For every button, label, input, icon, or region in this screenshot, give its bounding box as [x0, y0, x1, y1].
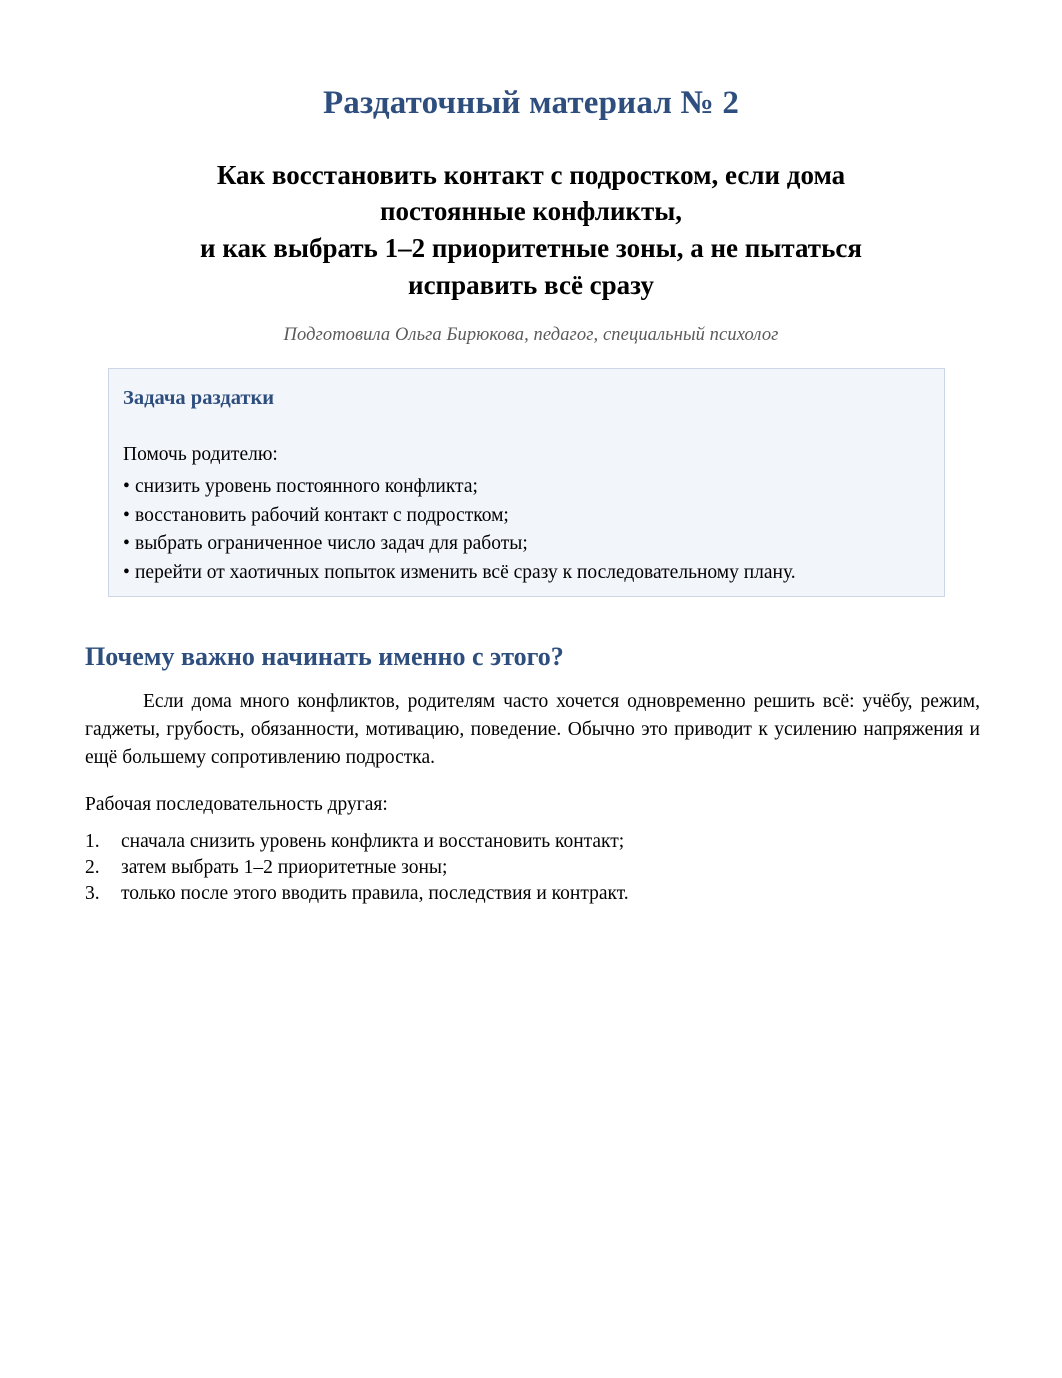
step-number: 2.: [85, 857, 100, 879]
list-item-text: снизить уровень постоянного конфликта;: [135, 476, 478, 498]
subtitle-line-1: Как восстановить контакт с подростком, если дома: [216, 159, 846, 190]
list-item: [121, 525, 930, 554]
subtitle-line-4: исправить всё сразу: [408, 269, 654, 300]
section-paragraph: Если дома много конфликтов, родителям часто хочется одновременно решить всё: учёбу, режим, гаджеты, грубость, обязанности, мотивацию, поведение. Обычно это приводит к усилению напряжения и ещё большему сопротивлению подростка.: [85, 690, 980, 769]
list-item-text: перейти от хаотичных попыток изменить всё сразу к последовательному плану.: [135, 561, 796, 583]
document-title: Раздаточный материал № 2: [322, 85, 740, 121]
step-text: только после этого вводить правила, последствия и контракт.: [121, 882, 629, 904]
list-item: [85, 829, 1062, 855]
bullet-marker: •: [123, 504, 130, 526]
list-item: [121, 554, 930, 583]
step-text: сначала снизить уровень конфликта и восстановить контакт;: [121, 831, 625, 853]
document-subtitle: [0, 124, 1062, 304]
callout-heading: Задача раздатки: [123, 387, 275, 410]
list-item: [121, 497, 930, 526]
bullet-marker: •: [123, 561, 130, 583]
author-byline: Подготовила Ольга Бирюкова, педагог, специальный психолог: [283, 325, 779, 346]
subtitle-line-3: и как выбрать 1–2 приоритетные зоны, а не пытаться: [200, 233, 862, 264]
section-lead-text: Рабочая последовательность другая:: [85, 794, 388, 816]
step-number: 1.: [85, 831, 100, 853]
section-heading: Почему важно начинать именно с этого?: [85, 642, 564, 672]
step-number: 3.: [85, 882, 100, 904]
step-text: затем выбрать 1–2 приоритетные зоны;: [121, 857, 448, 879]
list-item: [121, 468, 930, 497]
callout-lead-text: Помочь родителю:: [123, 444, 278, 466]
bullet-marker: •: [123, 476, 130, 498]
callout-bullet-list: [121, 468, 930, 582]
list-item: [85, 855, 1062, 881]
numbered-step-list: [0, 818, 1062, 906]
list-item-text: выбрать ограниченное число задач для работы;: [135, 533, 528, 555]
list-item-text: восстановить рабочий контакт с подростком;: [135, 504, 509, 526]
bullet-marker: •: [123, 533, 130, 555]
list-item: [85, 881, 1062, 907]
callout-box: [108, 368, 945, 597]
subtitle-line-2: постоянные конфликты,: [379, 196, 683, 227]
